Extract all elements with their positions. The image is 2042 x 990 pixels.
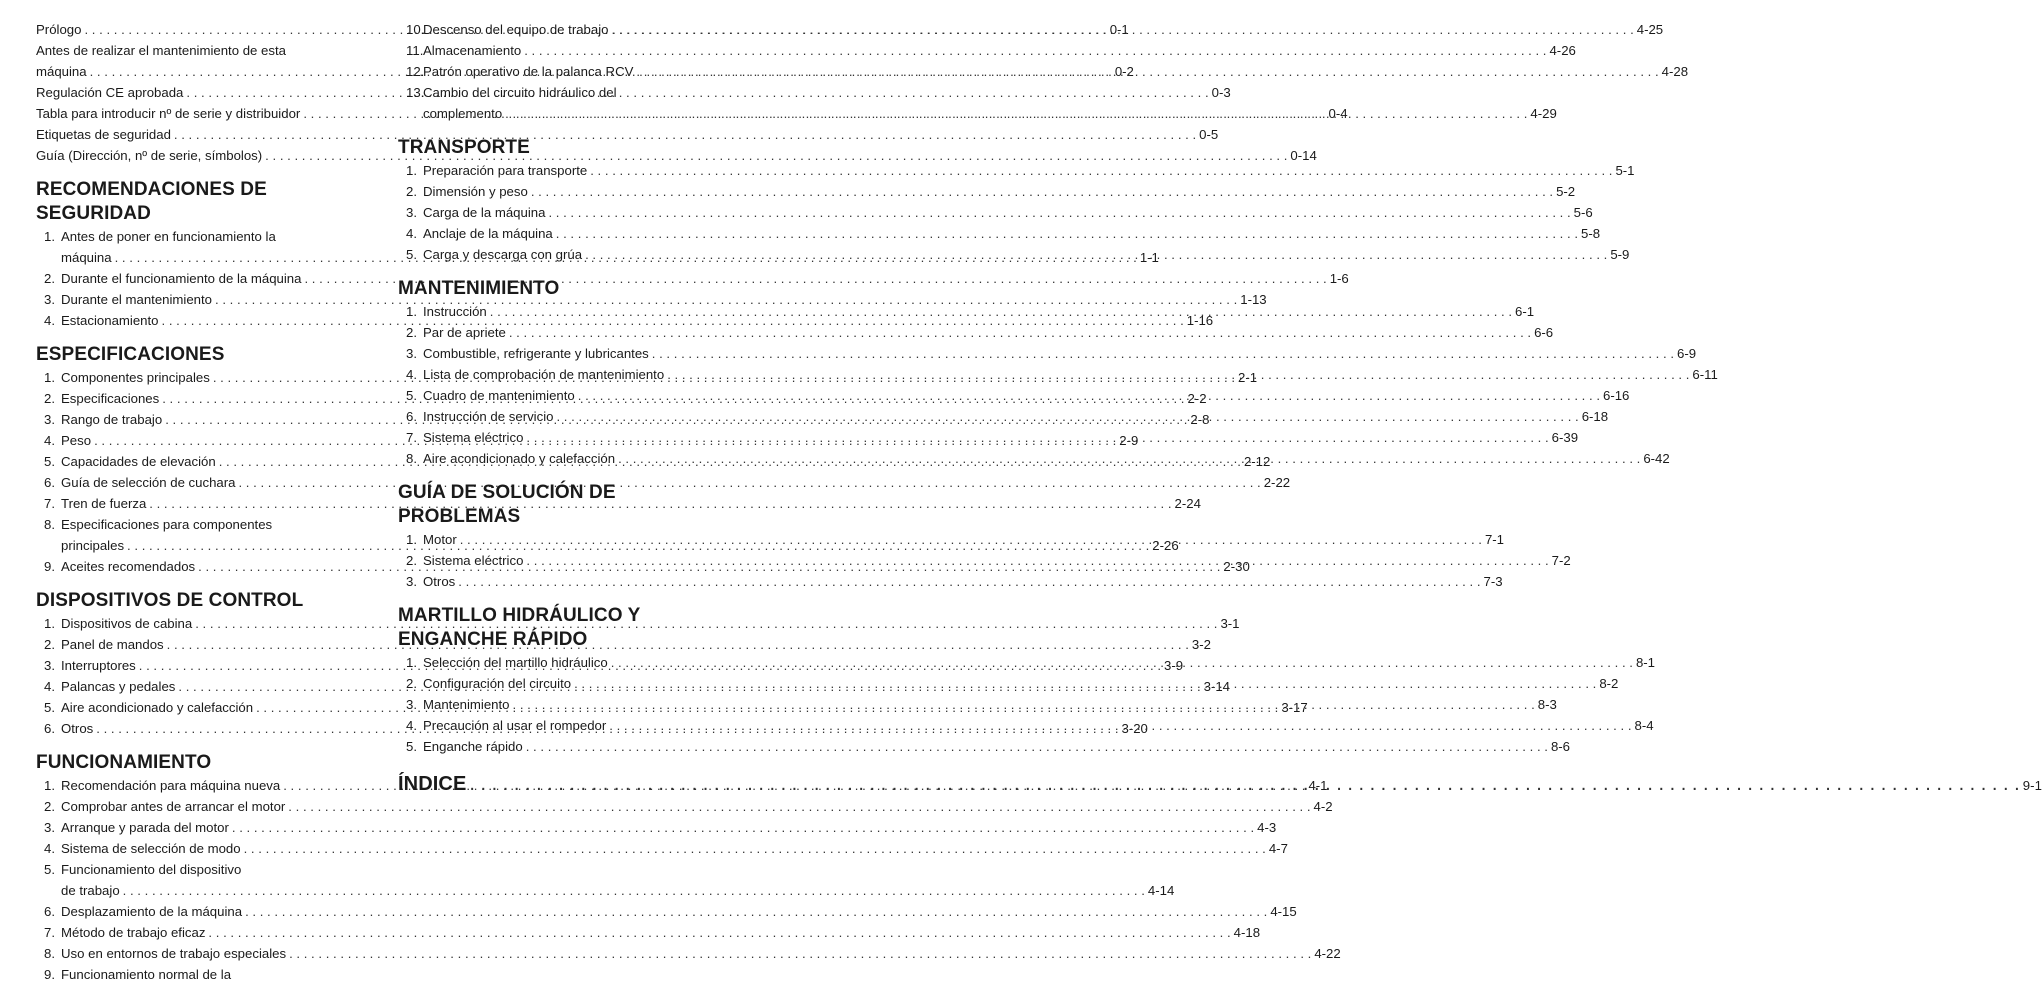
entry-page: 3-2 <box>1191 637 1211 652</box>
section-heading-line: RECOMENDACIONES DE <box>36 179 267 200</box>
entry-page: 3-9 <box>1164 658 1184 673</box>
entry-label: Otros <box>61 721 94 736</box>
entry-page: 6-11 <box>1692 367 1718 382</box>
leader-dots <box>574 673 1596 694</box>
leader-dots <box>556 223 1578 244</box>
leader-dots <box>460 529 1482 550</box>
entry-page: 5-6 <box>1573 205 1593 220</box>
section-heading-line: DISPOSITIVOS DE CONTROL <box>36 590 304 611</box>
entry-number: 5. <box>406 739 417 754</box>
entry-page: 1-6 <box>1329 271 1349 286</box>
entry-page: 0-2 <box>1114 64 1134 79</box>
entry-number: 1. <box>406 304 417 319</box>
entry-page: 0-1 <box>1109 22 1129 37</box>
entry-label-line: Antes de realizar el mantenimiento de esta <box>36 43 286 58</box>
entry-number: 2. <box>44 391 55 406</box>
entry-label: Configuración del circuito <box>423 676 572 691</box>
entry-row <box>423 343 1697 364</box>
entry-page: 7-1 <box>1484 532 1505 547</box>
entry-row <box>423 322 1554 343</box>
leader-dots <box>609 715 1631 736</box>
toc-entry[interactable] <box>36 943 1341 964</box>
entry-label: de trabajo <box>61 883 120 898</box>
entry-label: Guía de selección de cuchara <box>61 475 236 490</box>
entry-page: 4-22 <box>1314 946 1341 961</box>
entry-label-line: Funcionamiento del dispositivo <box>61 862 242 877</box>
leader-dots <box>611 652 1633 673</box>
entry-page: 4-26 <box>1549 43 1576 58</box>
entry-number: 4. <box>406 718 417 733</box>
entry-number: 3. <box>406 346 417 361</box>
entry-number: 3. <box>44 292 55 307</box>
entry-label: Descenso del equipo de trabajo <box>423 22 609 37</box>
leader-dots <box>652 343 1674 364</box>
entry-number: 3. <box>406 205 417 220</box>
entry-label: Estacionamiento <box>61 313 159 328</box>
entry-number: 5. <box>44 454 55 469</box>
entry-label: principales <box>61 538 125 553</box>
section-heading[interactable] <box>398 481 716 529</box>
section-heading[interactable] <box>36 178 352 226</box>
toc-entry[interactable] <box>36 124 1219 145</box>
entry-number: 8. <box>44 517 55 532</box>
entry-label: Regulación CE aprobada <box>36 85 184 100</box>
leader-dots <box>458 571 1480 592</box>
entry-number: 13. <box>406 85 425 100</box>
entry-page: 8-6 <box>1550 739 1571 754</box>
toc-entry[interactable] <box>36 901 1297 922</box>
entry-row <box>61 901 1297 922</box>
entry-number: 1. <box>406 532 417 547</box>
entry-page: 2-24 <box>1174 496 1201 511</box>
entry-number: 7. <box>406 430 417 445</box>
entry-row <box>423 202 1593 223</box>
entry-page: 5-1 <box>1615 163 1635 178</box>
toc-entry[interactable] <box>36 817 1277 838</box>
entry-label: Lista de comprobación de mantenimiento <box>423 367 665 382</box>
entry-number: 1. <box>406 163 417 178</box>
entry-number: 6. <box>44 721 55 736</box>
leader-dots <box>585 244 1607 265</box>
leader-dots <box>238 472 1260 493</box>
entry-page: 4-28 <box>1661 64 1689 79</box>
entry-page: 6-39 <box>1551 430 1579 445</box>
entry-label: Selección del martillo hidráulico <box>423 655 608 670</box>
entry-page: 6-18 <box>1581 409 1609 424</box>
entry-label: Especificaciones <box>61 391 160 406</box>
entry-label: Motor <box>423 532 457 547</box>
leader-dots <box>490 301 1512 322</box>
toc-entry[interactable] <box>36 859 1175 901</box>
entry-number: 2. <box>406 184 417 199</box>
entry-page: 3-14 <box>1203 679 1231 694</box>
entry-number: 11. <box>406 43 424 58</box>
entry-number: 1. <box>44 370 55 385</box>
entry-label: máquina <box>36 64 87 79</box>
entry-row <box>61 922 1261 943</box>
entry-label: Durante el mantenimiento <box>61 292 213 307</box>
entry-row <box>61 796 1333 817</box>
entry-label: Aire acondicionado y calefacción <box>61 700 254 715</box>
entry-number: 10. <box>406 22 425 37</box>
leader-dots <box>244 838 1266 859</box>
entry-page: 1-1 <box>1139 250 1159 265</box>
entry-page: 5-8 <box>1581 226 1601 241</box>
entry-number: 6. <box>406 409 417 424</box>
entry-page: 2-9 <box>1119 433 1139 448</box>
entry-page: 2-30 <box>1223 559 1250 574</box>
entry-page: 6-16 <box>1602 388 1630 403</box>
entry-label-line: Especificaciones para componentes <box>61 517 273 532</box>
entry-number: 4. <box>406 367 417 382</box>
entry-number: 6. <box>44 904 55 919</box>
section-heading-line: MARTILLO HIDRÁULICO Y <box>398 605 641 626</box>
entry-number: 5. <box>406 388 417 403</box>
entry-page: 0-5 <box>1199 127 1219 142</box>
entry-page: 4-29 <box>1530 106 1557 121</box>
entry-number: 3. <box>406 574 417 589</box>
entry-number: 4. <box>44 679 55 694</box>
entry-label: Durante el funcionamiento de la máquina <box>61 271 302 286</box>
entry-number: 9. <box>44 967 55 982</box>
entry-row <box>423 160 1635 181</box>
leader-dots <box>667 364 1689 385</box>
entry-number: 2. <box>44 271 55 286</box>
entry-row <box>61 838 1288 859</box>
leader-dots <box>618 448 1640 469</box>
entry-page: 0-4 <box>1328 106 1348 121</box>
entry-label: Preparación para transporte <box>423 163 588 178</box>
toc-entry[interactable] <box>398 322 1554 343</box>
entry-row <box>423 571 1503 592</box>
entry-number: 2. <box>44 637 55 652</box>
toc-entry[interactable] <box>398 181 1576 202</box>
leader-dots <box>590 160 1612 181</box>
entry-label: Tren de fuerza <box>61 496 147 511</box>
entry-label: máquina <box>61 250 112 265</box>
entry-page: 0-14 <box>1290 148 1317 163</box>
entry-label: Sistema eléctrico <box>423 430 524 445</box>
entry-label: Capacidades de elevación <box>61 454 216 469</box>
leader-dots <box>612 19 1634 40</box>
entry-page: 3-17 <box>1281 700 1308 715</box>
section-heading[interactable] <box>36 343 352 367</box>
leader-dots <box>526 550 1548 571</box>
entry-label: Peso <box>61 433 92 448</box>
entry-label: Prólogo <box>36 22 82 37</box>
entry-label: Funcionamiento normal de la <box>61 967 232 982</box>
entry-label: Dimensión y peso <box>423 184 528 199</box>
section-heading-line: MANTENIMIENTO <box>398 278 560 299</box>
entry-number: 9. <box>44 559 55 574</box>
entry-label: Interruptores <box>61 658 136 673</box>
leader-dots <box>531 181 1553 202</box>
entry-number: 5. <box>44 862 55 877</box>
section-heading[interactable] <box>398 604 716 652</box>
entry-page: 4-3 <box>1257 820 1277 835</box>
entry-number: 2. <box>44 799 55 814</box>
section-heading-line: ESPECIFICACIONES <box>36 344 225 365</box>
toc-entry[interactable] <box>36 922 1261 943</box>
section-heading-line: ENGANCHE RÁPIDO <box>398 629 588 650</box>
entry-page: 2-22 <box>1263 475 1291 490</box>
entry-number: 5. <box>406 247 417 262</box>
entry-page: 2-12 <box>1243 454 1271 469</box>
leader-dots <box>232 817 1254 838</box>
leader-dots <box>636 61 1658 82</box>
entry-row <box>61 289 1267 310</box>
entry-page: 1-16 <box>1186 313 1214 328</box>
toc-entry[interactable] <box>398 343 1697 364</box>
section-heading[interactable] <box>398 277 716 301</box>
entry-label: Anclaje de la máquina <box>423 226 553 241</box>
leader-dots <box>526 427 1548 448</box>
entry-number: 8. <box>44 946 55 961</box>
entry-row <box>36 124 1219 145</box>
entry-label: Sistema eléctrico <box>423 553 524 568</box>
entry-label: Otros <box>423 574 456 589</box>
entry-row <box>423 223 1601 244</box>
entry-label-line: Antes de poner en funcionamiento la <box>61 229 276 244</box>
toc-entry[interactable] <box>36 964 352 985</box>
section-heading[interactable] <box>36 589 352 613</box>
entry-row <box>423 40 1576 61</box>
section-heading[interactable] <box>36 751 352 775</box>
entry-page: 3-20 <box>1121 721 1148 736</box>
entry-label: Comprobar antes de arrancar el motor <box>61 799 286 814</box>
leader-dots <box>289 943 1311 964</box>
entry-row <box>61 880 1175 901</box>
entry-number: 2. <box>406 676 417 691</box>
toc-entry[interactable] <box>398 40 1576 61</box>
entry-page: 4-2 <box>1313 799 1333 814</box>
entry-label: Desplazamiento de la máquina <box>61 904 243 919</box>
entry-number: 2. <box>406 553 417 568</box>
entry-page: 5-9 <box>1610 247 1630 262</box>
toc-entry[interactable] <box>36 796 1333 817</box>
entry-label: Combustible, refrigerante y lubricantes <box>423 346 649 361</box>
leader-dots <box>526 736 1548 757</box>
leader-dots <box>524 40 1546 61</box>
entry-number: 3. <box>44 820 55 835</box>
entry-page: 2-1 <box>1238 370 1258 385</box>
leader-dots <box>208 922 1230 943</box>
entry-label: Carga de la máquina <box>423 205 546 220</box>
section-heading-line: PROBLEMAS <box>398 506 521 527</box>
entry-label: complemento <box>423 106 503 121</box>
entry-label: Guía (Dirección, nº de serie, símbolos) <box>36 148 263 163</box>
entry-page: 6-42 <box>1643 451 1670 466</box>
entry-label: Aire acondicionado y calefacción <box>423 451 616 466</box>
entry-page: 4-15 <box>1270 904 1297 919</box>
section-heading-line: GUÍA DE SOLUCIÓN DE <box>398 482 616 503</box>
toc-entry[interactable] <box>36 289 1267 310</box>
toc-entry[interactable] <box>398 736 1571 757</box>
toc-entry[interactable] <box>398 160 1635 181</box>
leader-dots <box>509 322 1531 343</box>
entry-label: Arranque y parada del motor <box>61 820 229 835</box>
section-heading-line: TRANSPORTE <box>398 137 530 158</box>
entry-label: Panel de mandos <box>61 637 164 652</box>
entry-number: 2. <box>406 325 417 340</box>
entry-label: Aceites recomendados <box>61 559 196 574</box>
toc-entry[interactable] <box>36 838 1288 859</box>
entry-page: 8-3 <box>1537 697 1557 712</box>
entry-label: Palancas y pedales <box>61 679 176 694</box>
entry-label: Instrucción de servicio <box>423 409 554 424</box>
entry-page: 2-2 <box>1187 391 1207 406</box>
toc-entry[interactable] <box>398 202 1593 223</box>
entry-page: 4-18 <box>1233 925 1261 940</box>
entry-page: 6-1 <box>1515 304 1535 319</box>
entry-label: Etiquetas de seguridad <box>36 127 171 142</box>
entry-number: 8. <box>406 451 417 466</box>
section-heading-line: FUNCIONAMIENTO <box>36 752 212 773</box>
entry-number: 7. <box>44 925 55 940</box>
entry-number: 5. <box>44 700 55 715</box>
entry-label: Patrón operativo de la palanca RCV <box>423 64 634 79</box>
entry-label: Rango de trabajo <box>61 412 163 427</box>
entry-label: Mantenimiento <box>423 697 510 712</box>
entry-label: Instrucción <box>423 304 487 319</box>
toc-entry[interactable] <box>398 223 1601 244</box>
leader-dots <box>556 406 1578 427</box>
entry-page: 3-1 <box>1220 616 1240 631</box>
entry-row <box>61 493 1201 514</box>
entry-label: Cuadro de mantenimiento <box>423 388 575 403</box>
entry-number: 1. <box>44 778 55 793</box>
entry-label: Enganche rápido <box>423 739 523 754</box>
entry-number: 1. <box>406 655 417 670</box>
entry-label: Método de trabajo eficaz <box>61 925 206 940</box>
entry-number: 3. <box>406 697 417 712</box>
entry-row <box>61 943 1341 964</box>
toc-entry[interactable] <box>398 571 1503 592</box>
entry-page: 7-3 <box>1483 574 1503 589</box>
leader-dots <box>513 694 1535 715</box>
entry-label: Par de apriete <box>423 325 506 340</box>
leader-dots <box>288 796 1310 817</box>
entry-number: 12. <box>406 64 425 79</box>
entry-page: 5-2 <box>1556 184 1576 199</box>
entry-page: 4-25 <box>1636 22 1664 37</box>
section-heading-line: SEGURIDAD <box>36 203 151 224</box>
entry-row <box>61 964 352 985</box>
entry-page: 1-13 <box>1240 292 1267 307</box>
entry-label: Componentes principales <box>61 370 210 385</box>
section-heading[interactable] <box>398 136 716 160</box>
entry-page: 7-2 <box>1551 553 1571 568</box>
entry-label: Sistema de selección de modo <box>61 841 241 856</box>
leader-dots <box>123 880 1145 901</box>
entry-page: 2-8 <box>1190 412 1210 427</box>
entry-number: 4. <box>406 226 417 241</box>
entry-label: Uso en entornos de trabajo especiales <box>61 946 287 961</box>
entry-label: Carga y descarga con grúa <box>423 247 583 262</box>
leader-dots <box>505 103 1527 124</box>
entry-page: 6-6 <box>1534 325 1554 340</box>
leader-dots <box>578 385 1600 406</box>
entry-number: 6. <box>44 475 55 490</box>
entry-number: 3. <box>44 412 55 427</box>
entry-number: 1. <box>44 616 55 631</box>
entry-row <box>423 736 1571 757</box>
entry-page: 0-3 <box>1211 85 1231 100</box>
toc-entry[interactable] <box>36 493 1201 514</box>
entry-page: 6-9 <box>1677 346 1697 361</box>
entry-page: 8-4 <box>1634 718 1654 733</box>
entry-label: Almacenamiento <box>423 43 522 58</box>
entry-label: Recomendación para máquina nueva <box>61 778 281 793</box>
entry-row <box>61 817 1277 838</box>
index-title: ÍNDICE <box>398 773 467 795</box>
entry-number: 4. <box>44 433 55 448</box>
entry-label: Tabla para introducir nº de serie y distribuidor <box>36 106 301 121</box>
entry-page: 8-1 <box>1635 655 1656 670</box>
entry-number: 4. <box>44 313 55 328</box>
entry-page: 2-26 <box>1152 538 1179 553</box>
entry-number: 7. <box>44 496 55 511</box>
entry-label-line: Cambio del circuito hidráulico del <box>423 85 617 100</box>
entry-page: 8-2 <box>1599 676 1619 691</box>
entry-label: Precaución al usar el rompedor <box>423 718 607 733</box>
entry-number: 1. <box>44 229 55 244</box>
entry-number: 3. <box>44 658 55 673</box>
entry-page: 4-7 <box>1268 841 1288 856</box>
leader-dots <box>469 771 2019 797</box>
entry-label: Dispositivos de cabina <box>61 616 193 631</box>
entry-page: 4-14 <box>1147 883 1175 898</box>
leader-dots <box>245 901 1267 922</box>
leader-dots <box>548 202 1570 223</box>
entry-number: 4. <box>44 841 55 856</box>
index-page: 9-1 <box>2022 778 2042 793</box>
entry-row <box>423 181 1576 202</box>
entry-page: 4-1 <box>1308 778 1328 793</box>
